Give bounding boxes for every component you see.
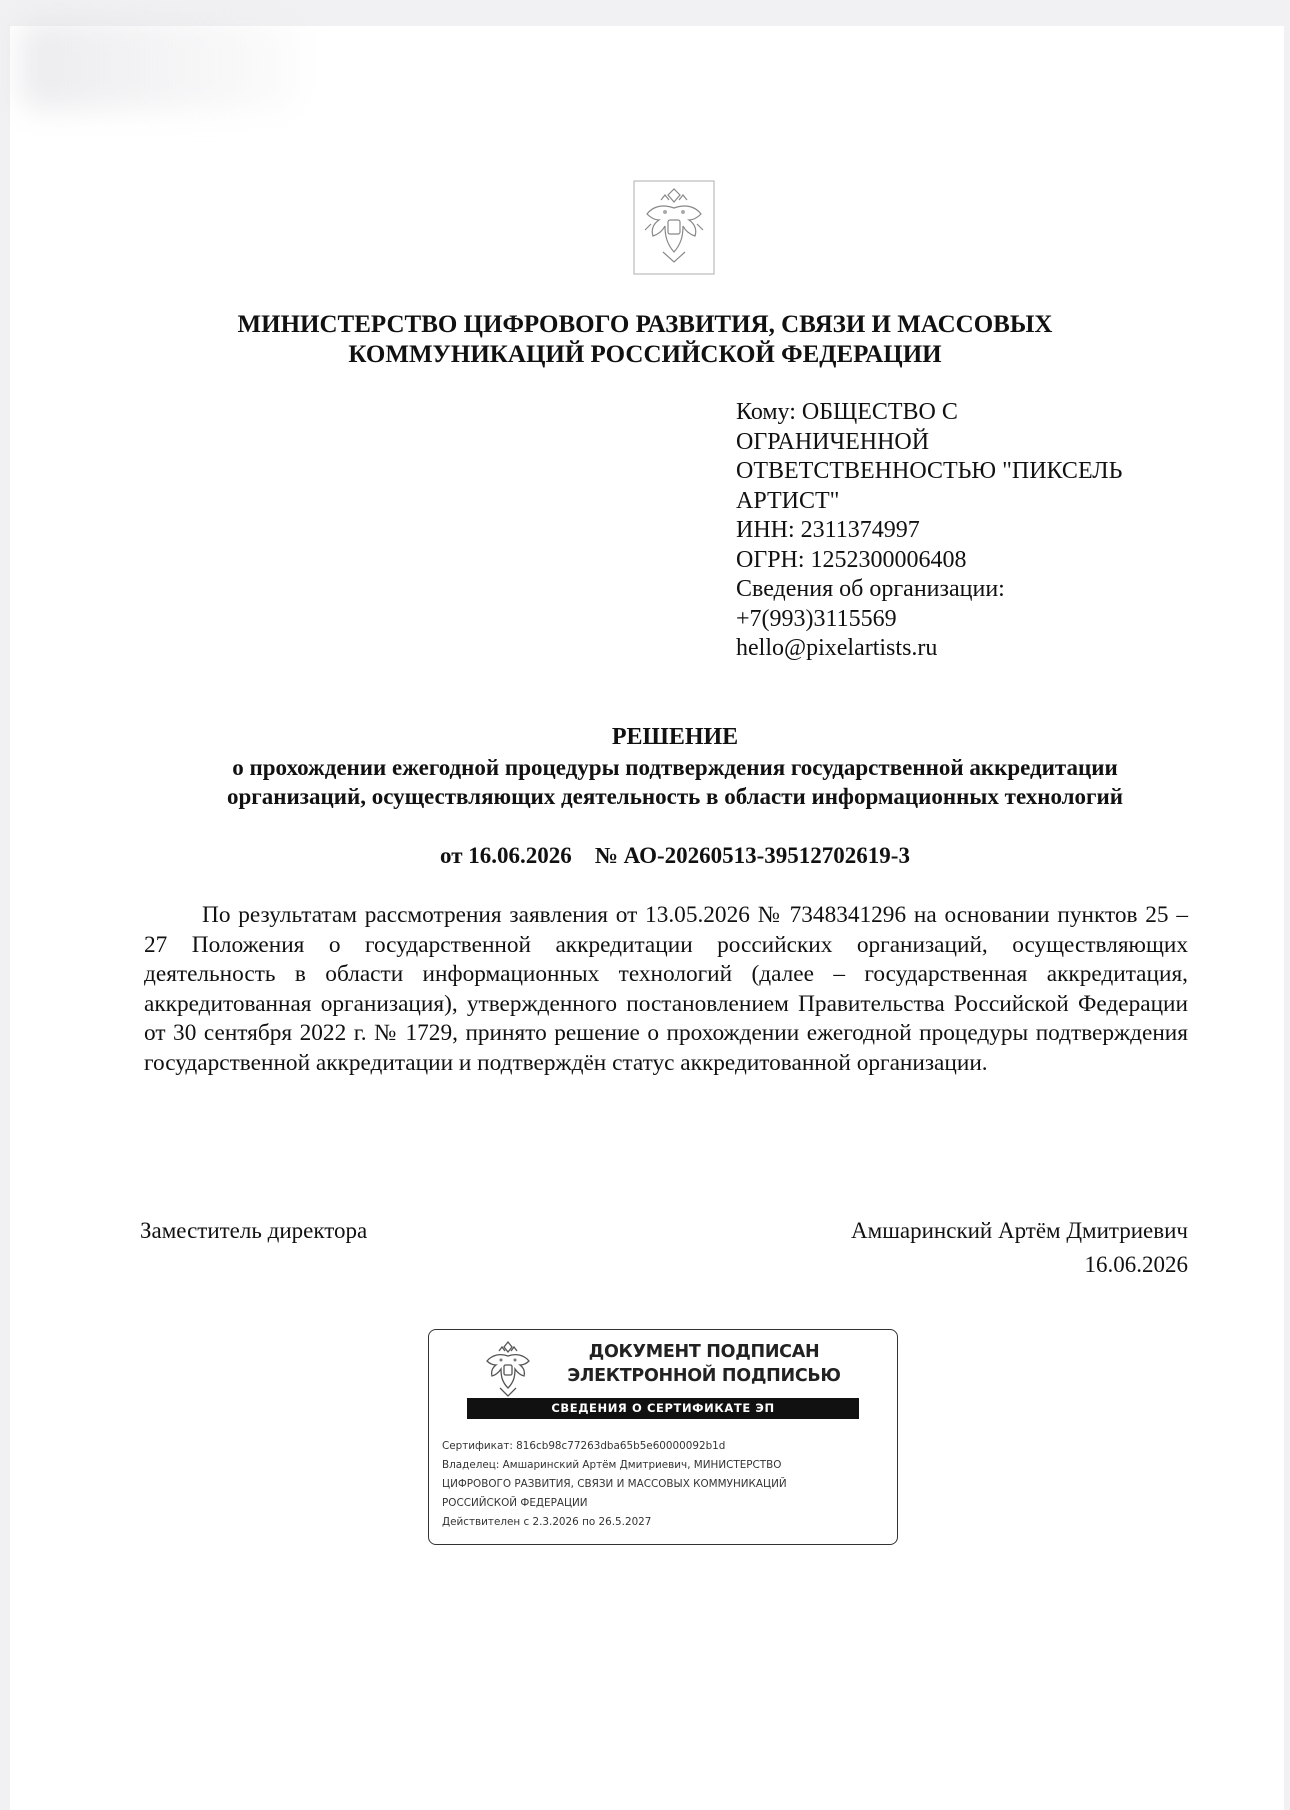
- recipient-phone: +7(993)3115569: [736, 605, 897, 632]
- certificate-owner-cont: РОССИЙСКОЙ ФЕДЕРАЦИИ: [442, 1497, 588, 1509]
- decision-subtitle-line-2: организаций, осуществляющих деятельность в области информационных технологий: [227, 784, 1123, 809]
- stamp-title-line-1: ДОКУМЕНТ ПОДПИСАН: [588, 1342, 820, 1362]
- blurred-status-area: [20, 20, 300, 110]
- recipient-email: hello@pixelartists.ru: [736, 635, 938, 661]
- recipient-inn: ИНН: 2311374997: [736, 517, 920, 543]
- recipient-block: [736, 398, 1206, 664]
- recipient-line: ОТВЕТСТВЕННОСТЬЮ "ПИКСЕЛЬ: [736, 458, 1123, 484]
- recipient-line: Сведения об организации:: [736, 576, 1005, 602]
- signer-role: Заместитель директора: [140, 1218, 368, 1243]
- signer-name: Амшаринский Артём Дмитриевич: [851, 1218, 1188, 1243]
- recipient-ogrn: ОГРН: 1252300006408: [736, 546, 967, 573]
- certificate-owner-cont: ЦИФРОВОГО РАЗВИТИЯ, СВЯЗИ И МАССОВЫХ КОММУНИКАЦИЙ: [442, 1478, 787, 1490]
- ministry-line-2: КОММУНИКАЦИЙ РОССИЙСКОЙ ФЕДЕРАЦИИ: [348, 341, 942, 368]
- stamp-title: [549, 1340, 859, 1388]
- certificate-serial: Сертификат: 816cb98c77263dba65b5e60000092b1d: [442, 1440, 726, 1452]
- certificate-validity: Действителен с 2.3.2026 по 26.5.2027: [442, 1516, 652, 1528]
- decision-title: РЕШЕНИЕ: [611, 724, 739, 750]
- certificate-info-bar: СВЕДЕНИЯ О СЕРТИФИКАТЕ ЭП: [467, 1398, 859, 1419]
- recipient-line: АРТИСТ": [736, 487, 840, 514]
- certificate-owner: Владелец: Амшаринский Артём Дмитриевич, МИНИСТЕРСТВО: [442, 1459, 782, 1471]
- decision-date-number: от 16.06.2026 № АО-20260513-39512702619-3: [440, 843, 910, 868]
- decision-subtitle: [0, 753, 1290, 811]
- certificate-details: [442, 1437, 882, 1532]
- recipient-line: Кому: ОБЩЕСТВО С: [736, 399, 958, 425]
- coat-of-arms-icon: [479, 1340, 537, 1404]
- ministry-header: [0, 310, 1290, 370]
- decision-subtitle-line-1: о прохождении ежегодной процедуры подтверждения государственной аккредитации: [232, 755, 1118, 780]
- coat-of-arms-icon: [633, 180, 715, 275]
- stamp-title-line-2: ЭЛЕКТРОННОЙ ПОДПИСЬЮ: [567, 1366, 841, 1386]
- ministry-line-1: МИНИСТЕРСТВО ЦИФРОВОГО РАЗВИТИЯ, СВЯЗИ И МАССОВЫХ: [237, 311, 1053, 338]
- body-paragraph: По результатам рассмотрения заявления от 13.05.2026 № 7348341296 на основании пунктов 25 – 27 Положения о государственной аккредитации российских организаций, осуществляющих деятельность в области информационных технологий (далее – государственная аккредитация, аккредитованная организация), утвержденного постановлением Правительства Российской Федерации от 30 сентября 2022 г. № 1729, принято решение о прохождении ежегодной процедуры подтверждения государственной аккредитации и подтверждён статус аккредитованной организации.: [144, 902, 1188, 1076]
- recipient-line: ОГРАНИЧЕННОЙ: [736, 428, 930, 455]
- signature-date: 16.06.2026: [1084, 1252, 1188, 1277]
- electronic-signature-stamp: [428, 1329, 898, 1545]
